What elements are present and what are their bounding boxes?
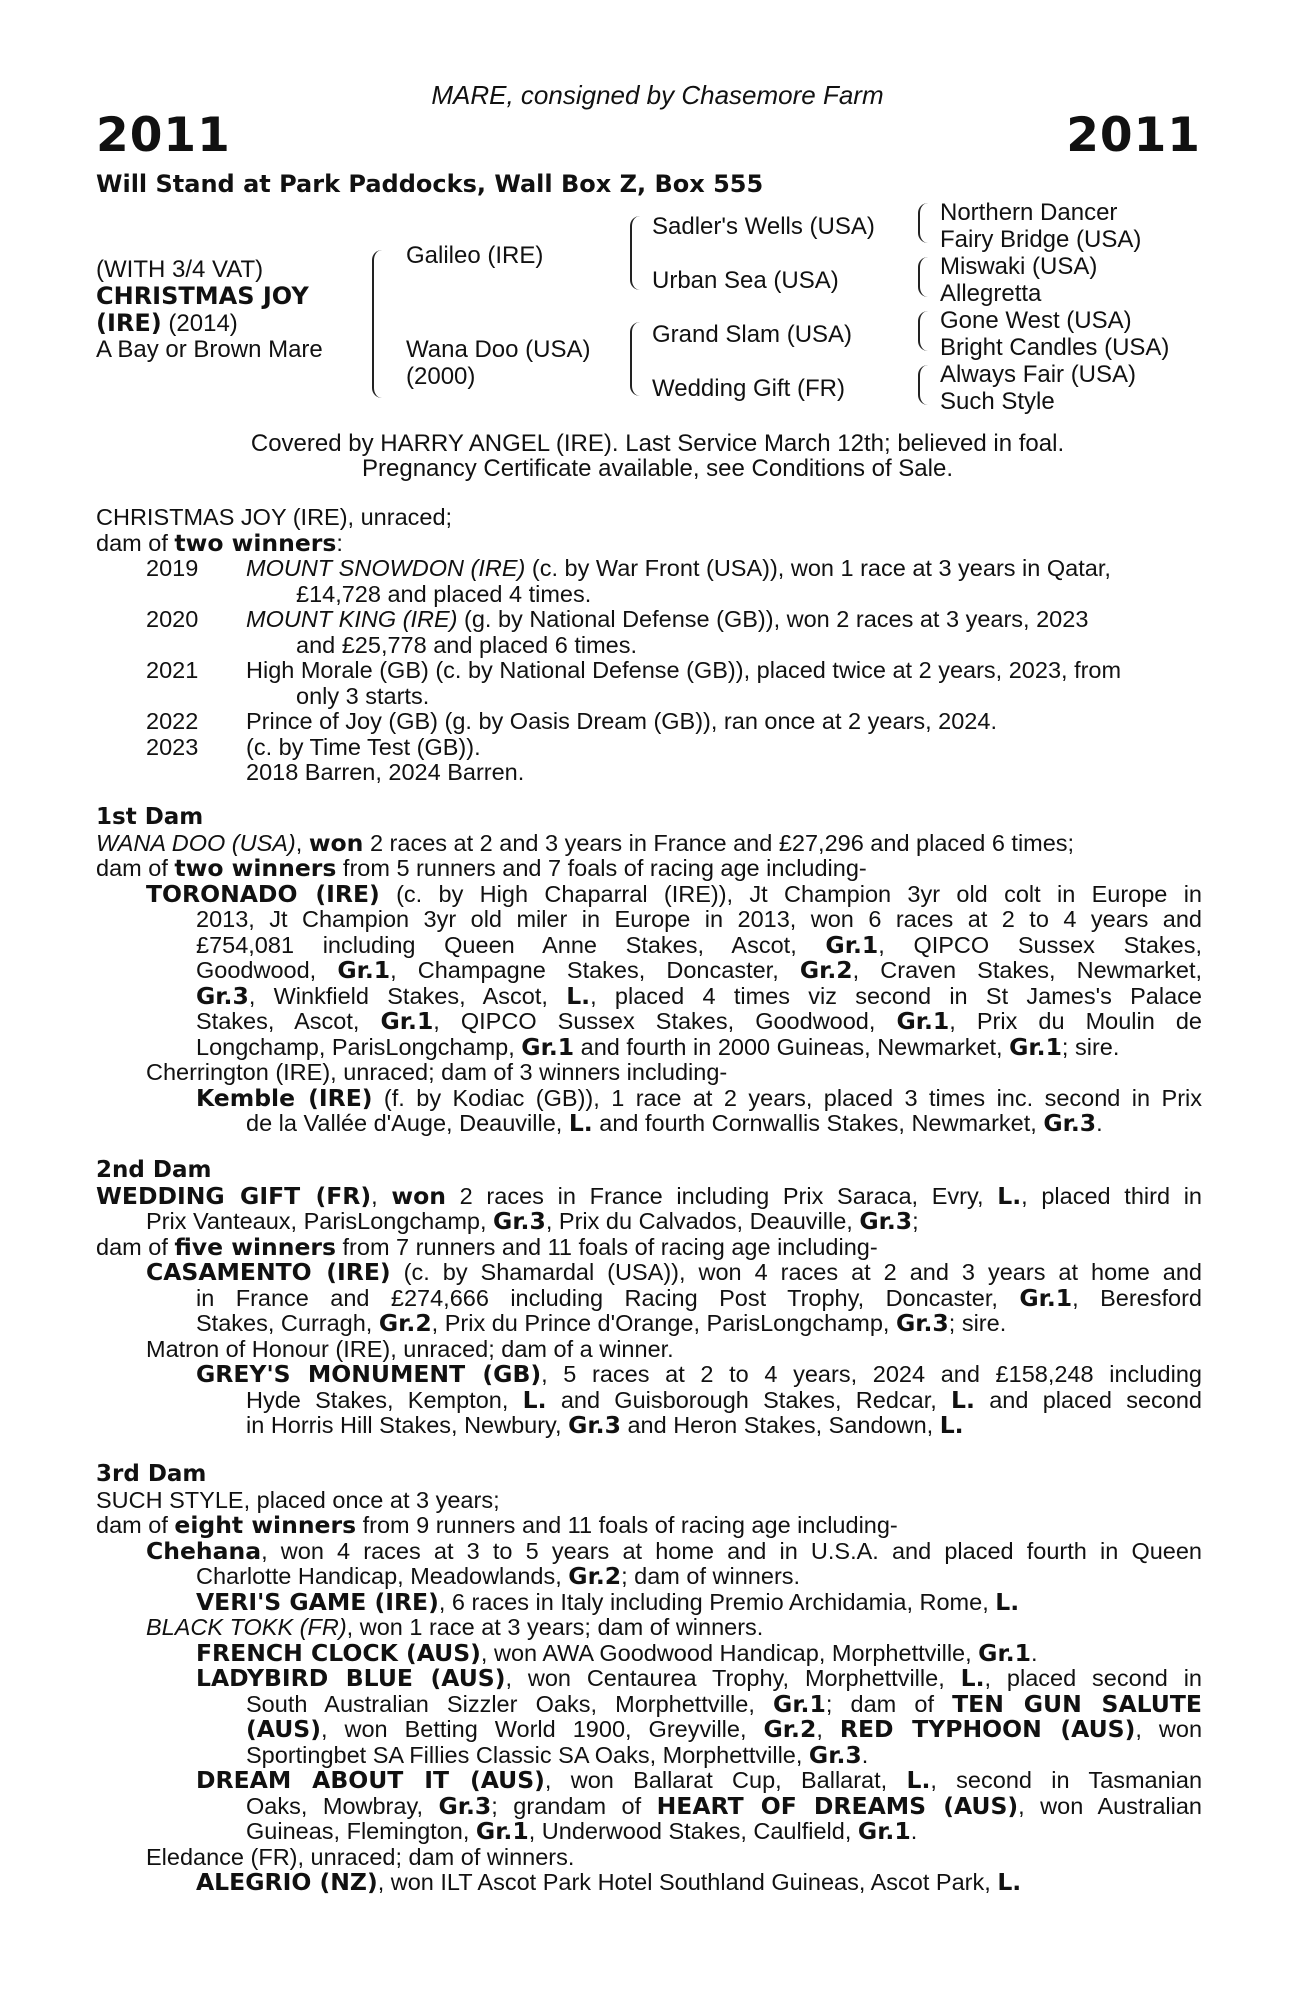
produce-row-2022: 2022 Prince of Joy (GB) (g. by Oasis Dream (GB)), ran once at 2 years, 2024. bbox=[146, 708, 997, 734]
produce-intro: CHRISTMAS JOY (IRE), unraced; bbox=[96, 504, 453, 530]
gen3-sdd: Allegretta bbox=[940, 280, 1042, 307]
greys-monument-line3: in Horris Hill Stakes, Newbury, Gr.3 and Heron Stakes, Sandown, L. bbox=[246, 1411, 964, 1439]
lot-number-left: 2011 bbox=[96, 108, 231, 163]
toronado-line5: Gr.3, Winkfield Stakes, Ascot, L., placed 4 times viz second in St James's Palace bbox=[196, 981, 1202, 1010]
second-dam-section bbox=[96, 1158, 1202, 1439]
kemble-line1: Kemble (IRE) (f. by Kodiac (GB)), 1 race at 2 years, placed 3 times inc. second in Prix bbox=[196, 1083, 1202, 1112]
gen3-ddd: Such Style bbox=[940, 388, 1055, 415]
sire: Galileo (IRE) bbox=[406, 242, 544, 269]
french-clock-line: FRENCH CLOCK (AUS), won AWA Goodwood Handicap, Morphettville, Gr.1. bbox=[196, 1638, 1038, 1667]
cherrington-line: Cherrington (IRE), unraced; dam of 3 winners including- bbox=[146, 1059, 728, 1085]
horse-description: A Bay or Brown Mare bbox=[96, 336, 323, 363]
produce-row-2021-cont: only 3 starts. bbox=[296, 682, 430, 709]
pedigree-brace-5 bbox=[918, 311, 928, 351]
produce-row-2019-cont: £14,728 and placed 4 times. bbox=[296, 580, 592, 607]
pedigree-brace-6 bbox=[918, 365, 928, 405]
third-dam-heading: 3rd Dam bbox=[96, 1461, 207, 1487]
pedigree-brace-main bbox=[372, 250, 384, 398]
certificate-line: Pregnancy Certificate available, see Conditions of Sale. bbox=[362, 455, 953, 482]
produce-row-2020: 2020 MOUNT KING (IRE) (g. by National Defense (GB)), won 2 races at 3 years, 2023 bbox=[146, 606, 1089, 632]
dam-of-sire: Urban Sea (USA) bbox=[652, 267, 839, 294]
casamento-line3: Stakes, Curragh, Gr.2, Prix du Prince d'Orange, ParisLongchamp, Gr.3; sire. bbox=[196, 1309, 1007, 1337]
black-tokk-line: BLACK TOKK (FR), won 1 race at 3 years; dam of winners. bbox=[146, 1614, 764, 1640]
alegrio-line: ALEGRIO (NZ), won ILT Ascot Park Hotel Southland Guineas, Ascot Park, L. bbox=[196, 1868, 1022, 1896]
second-dam-line1: WEDDING GIFT (FR), won 2 races in France including Prix Saraca, Evry, L., placed third in bbox=[96, 1181, 1203, 1210]
gen3-sds: Miswaki (USA) bbox=[940, 253, 1098, 280]
first-dam-line: WANA DOO (USA), won 2 races at 2 and 3 years in France and £27,296 and placed 6 times; bbox=[96, 828, 1075, 857]
sire-of-dam: Grand Slam (USA) bbox=[652, 321, 853, 348]
third-dam-section bbox=[96, 1462, 1202, 1896]
second-dam-line2: Prix Vanteaux, ParisLongchamp, Gr.3, Prix du Calvados, Deauville, Gr.3; bbox=[146, 1207, 919, 1235]
second-dam-heading: 2nd Dam bbox=[96, 1157, 212, 1183]
greys-monument-line2: Hyde Stakes, Kempton, L. and Guisborough Stakes, Redcar, L. and placed second bbox=[246, 1385, 1203, 1414]
toronado-line6: Stakes, Ascot, Gr.1, QIPCO Sussex Stakes, Goodwood, Gr.1, Prix du Moulin de bbox=[196, 1007, 1202, 1035]
toronado-line7: Longchamp, ParisLongchamp, Gr.1 and fourth in 2000 Guineas, Newmarket, Gr.1; sire. bbox=[196, 1032, 1120, 1061]
vat-note: (WITH 3/4 VAT) bbox=[96, 256, 264, 283]
first-dam-summary: dam of two winners from 5 runners and 7 foals of racing age including- bbox=[96, 854, 867, 882]
kemble-line2: de la Vallée d'Auge, Deauville, L. and fourth Cornwallis Stakes, Newmarket, Gr.3. bbox=[246, 1109, 1103, 1137]
produce-summary: dam of two winners: bbox=[96, 528, 343, 557]
first-dam-heading: 1st Dam bbox=[96, 804, 204, 830]
casamento-line1: CASAMENTO (IRE) (c. by Shamardal (USA)), won 4 races at 2 and 3 years at home and bbox=[146, 1258, 1202, 1286]
stand-location: Will Stand at Park Paddocks, Wall Box Z, Box 555 bbox=[96, 170, 764, 198]
covered-line: Covered by HARRY ANGEL (IRE). Last Service March 12th; believed in foal. bbox=[250, 430, 1065, 457]
chehana-line2: Charlotte Handicap, Meadowlands, Gr.2; dam of winners. bbox=[196, 1562, 801, 1590]
toronado-line4: Goodwood, Gr.1, Champagne Stakes, Doncaster, Gr.2, Craven Stakes, Newmarket, bbox=[196, 956, 1202, 984]
gen3-ssd: Fairy Bridge (USA) bbox=[940, 226, 1142, 253]
toronado-line1: TORONADO (IRE) (c. by High Chaparral (IRE)), Jt Champion 3yr old colt in Europe in bbox=[146, 879, 1202, 908]
ladybird-blue-line1: LADYBIRD BLUE (AUS), won Centaurea Trophy, Morphettville, L., placed second in bbox=[196, 1664, 1203, 1692]
dam-year: (2000) bbox=[406, 363, 476, 390]
veris-game-line: VERI'S GAME (IRE), 6 races in Italy including Premio Archidamia, Rome, L. bbox=[196, 1587, 1020, 1616]
consignor-subtitle: MARE, consigned by Chasemore Farm bbox=[431, 80, 884, 110]
sire-of-sire: Sadler's Wells (USA) bbox=[652, 213, 875, 240]
gen3-dsd: Bright Candles (USA) bbox=[940, 334, 1170, 361]
second-dam-summary: dam of five winners from 7 runners and 11 foals of racing age including- bbox=[96, 1232, 878, 1261]
horse-origin-year: (IRE) (2014) bbox=[96, 309, 238, 337]
pedigree-brace-dam bbox=[630, 322, 641, 396]
toronado-line3: £754,081 including Queen Anne Stakes, Ascot, Gr.1, QIPCO Sussex Stakes, bbox=[196, 930, 1202, 959]
eledance-line: Eledance (FR), unraced; dam of winners. bbox=[146, 1843, 575, 1870]
ladybird-blue-line4: Sportingbet SA Fillies Classic SA Oaks, Morphettville, Gr.3. bbox=[246, 1740, 869, 1769]
barren-years: 2018 Barren, 2024 Barren. bbox=[246, 759, 525, 785]
chehana-line1: Chehana, won 4 races at 3 to 5 years at home and in U.S.A. and placed fourth in Queen bbox=[146, 1536, 1202, 1565]
pedigree-brace-sire bbox=[630, 216, 641, 290]
dam: Wana Doo (USA) bbox=[406, 336, 591, 363]
casamento-line2: in France and £274,666 including Racing Post Trophy, Doncaster, Gr.1, Beresford bbox=[196, 1283, 1202, 1312]
horse-name: CHRISTMAS JOY bbox=[96, 282, 309, 310]
third-dam-line: SUCH STYLE, placed once at 3 years; bbox=[96, 1486, 500, 1513]
pedigree-brace-4 bbox=[918, 257, 928, 297]
produce-row-2021: 2021 High Morale (GB) (c. by National Defense (GB)), placed twice at 2 years, 2023, from bbox=[146, 657, 1122, 683]
pedigree-brace-3 bbox=[918, 203, 928, 243]
ladybird-blue-line2: South Australian Sizzler Oaks, Morphettville, Gr.1; dam of TEN GUN SALUTE bbox=[246, 1689, 1202, 1718]
lot-number-right: 2011 bbox=[1066, 108, 1201, 163]
dream-about-it-line1: DREAM ABOUT IT (AUS), won Ballarat Cup, Ballarat, L., second in Tasmanian bbox=[196, 1766, 1203, 1794]
produce-row-2019: 2019 MOUNT SNOWDON (IRE) (c. by War Front (USA)), won 1 race at 3 years in Qatar, bbox=[146, 555, 1111, 581]
produce-row-2020-cont: and £25,778 and placed 6 times. bbox=[296, 631, 638, 658]
dam-of-dam: Wedding Gift (FR) bbox=[652, 375, 845, 402]
matron-line: Matron of Honour (IRE), unraced; dam of a winner. bbox=[146, 1335, 674, 1362]
gen3-sss: Northern Dancer bbox=[940, 199, 1118, 226]
third-dam-summary: dam of eight winners from 9 runners and 11 foals of racing age including- bbox=[96, 1511, 898, 1539]
gen3-dds: Always Fair (USA) bbox=[940, 361, 1137, 388]
dream-about-it-line3: Guineas, Flemington, Gr.1, Underwood Stakes, Caulfield, Gr.1. bbox=[246, 1817, 918, 1845]
produce-row-2023: 2023 (c. by Time Test (GB)). bbox=[146, 733, 481, 760]
ladybird-blue-line3: (AUS), won Betting World 1900, Greyville, Gr.2, RED TYPHOON (AUS), won bbox=[246, 1715, 1203, 1743]
produce-record bbox=[96, 505, 1202, 786]
toronado-line2: 2013, Jt Champion 3yr old miler in Europe in 2013, won 6 races at 2 to 4 years and bbox=[196, 906, 1202, 932]
first-dam-section bbox=[96, 805, 1202, 1137]
gen3-dss: Gone West (USA) bbox=[940, 307, 1132, 334]
dream-about-it-line2: Oaks, Mowbray, Gr.3; grandam of HEART OF DREAMS (AUS), won Australian bbox=[246, 1791, 1202, 1820]
greys-monument-line1: GREY'S MONUMENT (GB), 5 races at 2 to 4 years, 2024 and £158,248 including bbox=[196, 1360, 1202, 1388]
